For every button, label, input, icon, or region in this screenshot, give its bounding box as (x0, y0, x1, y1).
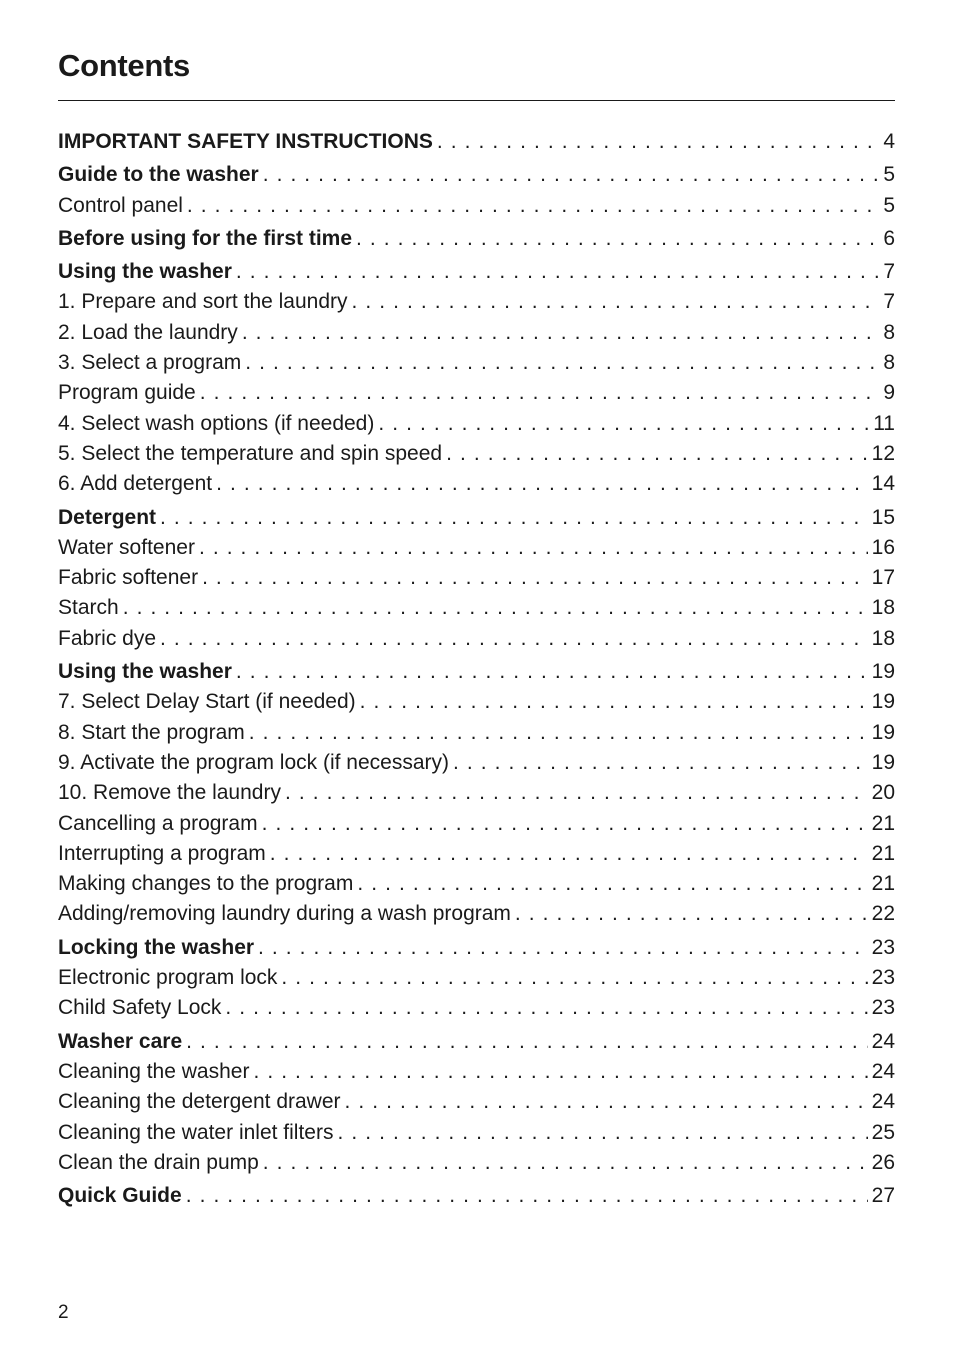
toc-entry-label: 7. Select Delay Start (if needed) (58, 690, 356, 714)
toc-section-heading[interactable] (58, 1181, 895, 1211)
toc-entry[interactable] (58, 993, 895, 1023)
dot-leader (446, 439, 868, 469)
toc-entry-label: Using the washer (58, 660, 232, 684)
toc-entry-label: Before using for the first time (58, 226, 353, 250)
toc-section-heading[interactable] (58, 1027, 895, 1057)
toc-entry-page: 18 (871, 596, 895, 620)
toc-entry-page: 4 (883, 130, 895, 153)
toc-entry[interactable] (58, 1087, 895, 1117)
toc-entry-label: Cleaning the detergent drawer (58, 1090, 341, 1114)
toc-entry-page: 21 (871, 872, 895, 896)
toc-entry-page: 23 (871, 935, 895, 959)
dot-leader (225, 993, 867, 1023)
toc-entry-label: Child Safety Lock (58, 996, 222, 1020)
toc-entry-label: 6. Add detergent (58, 472, 213, 496)
toc-entry-page: 19 (871, 750, 895, 774)
toc-entry-page: 17 (871, 566, 895, 590)
dot-leader (281, 963, 867, 993)
toc-entry-page: 5 (883, 163, 895, 187)
dot-leader (263, 1148, 868, 1178)
toc-entry-page: 8 (883, 351, 895, 375)
toc-entry-label: 8. Start the program (58, 720, 245, 744)
dot-leader (285, 778, 868, 808)
dot-leader (160, 503, 868, 533)
toc-entry-page: 12 (871, 441, 895, 465)
dot-leader (345, 1087, 868, 1117)
dot-leader (270, 839, 868, 869)
toc-entry-label: Using the washer (58, 260, 232, 284)
dot-leader (160, 624, 868, 654)
toc-entry-page: 26 (871, 1150, 895, 1174)
toc-entry[interactable] (58, 378, 895, 408)
toc-entry[interactable] (58, 839, 895, 869)
toc-entry-label: Water softener (58, 535, 195, 559)
toc-entry-label: 4. Select wash options (if needed) (58, 411, 375, 435)
toc-entry-page: 18 (871, 626, 895, 650)
toc-entry-label: Electronic program lock (58, 966, 278, 990)
toc-section-heading[interactable] (58, 933, 895, 963)
toc-entry-label: Control panel (58, 193, 183, 217)
toc-entry[interactable] (58, 899, 895, 929)
dot-leader (187, 191, 879, 221)
toc-entry[interactable] (58, 563, 895, 593)
toc-entry-label: Program guide (58, 381, 196, 405)
toc-section-heading[interactable] (58, 224, 895, 254)
toc-entry-page: 19 (871, 720, 895, 744)
toc-entry[interactable] (58, 348, 895, 378)
toc-entry-label: Fabric dye (58, 626, 157, 650)
toc-entry-label: Adding/removing laundry during a wash program (58, 902, 511, 926)
toc-entry[interactable] (58, 1118, 895, 1148)
toc-section-heading[interactable] (58, 127, 895, 157)
toc-entry-label: 10. Remove the laundry (58, 781, 281, 805)
page-title: Contents (58, 48, 190, 83)
dot-leader (258, 933, 868, 963)
toc-entry-page: 27 (871, 1184, 895, 1208)
dot-leader (337, 1118, 867, 1148)
toc-entry-label: Fabric softener (58, 566, 199, 590)
toc-entry-page: 16 (871, 535, 895, 559)
toc-entry-page: 24 (871, 1059, 895, 1083)
toc-entry-page: 9 (883, 381, 895, 405)
toc-entry[interactable] (58, 593, 895, 623)
toc-entry[interactable] (58, 1148, 895, 1178)
toc-entry[interactable] (58, 287, 895, 317)
toc-entry-label: Guide to the washer (58, 163, 259, 187)
toc-entry-label: Locking the washer (58, 935, 255, 959)
toc-entry-page: 21 (871, 841, 895, 865)
toc-entry-page: 20 (871, 781, 895, 805)
toc-entry-label: IMPORTANT SAFETY INSTRUCTIONS (58, 130, 433, 153)
page-number: 2 (58, 1302, 69, 1323)
toc-entry-label: Washer care (58, 1029, 183, 1053)
dot-leader (236, 257, 879, 287)
toc-entry-page: 8 (883, 320, 895, 344)
toc-entry-page: 15 (871, 505, 895, 529)
dot-leader (262, 809, 868, 839)
toc-section-heading[interactable] (58, 257, 895, 287)
toc-entry-page: 7 (883, 260, 895, 284)
toc-entry-page: 11 (873, 411, 895, 435)
dot-leader (253, 1057, 867, 1087)
dot-leader (378, 409, 869, 439)
dot-leader (199, 533, 868, 563)
toc-entry[interactable] (58, 624, 895, 654)
toc-entry-page: 23 (871, 996, 895, 1020)
dot-leader (263, 160, 880, 190)
toc-entry[interactable] (58, 1057, 895, 1087)
toc-entry[interactable] (58, 439, 895, 469)
toc-section-heading[interactable] (58, 657, 895, 687)
toc-entry-page: 22 (871, 902, 895, 926)
toc-entry-label: 2. Load the laundry (58, 320, 238, 344)
dot-leader (356, 224, 879, 254)
dot-leader (360, 687, 868, 717)
dot-leader (123, 593, 868, 623)
dot-leader (245, 348, 879, 378)
toc-entry-label: Quick Guide (58, 1184, 182, 1208)
toc-entry-label: Cleaning the water inlet filters (58, 1120, 334, 1144)
toc-entry-label: Making changes to the program (58, 872, 354, 896)
toc-entry-label: 1. Prepare and sort the laundry (58, 290, 348, 314)
dot-leader (249, 718, 868, 748)
toc-entry[interactable] (58, 809, 895, 839)
dot-leader (200, 378, 880, 408)
toc-entry[interactable] (58, 318, 895, 348)
title-divider (58, 100, 895, 101)
toc-entry-page: 23 (871, 966, 895, 990)
toc-entry-page: 5 (883, 193, 895, 217)
toc-entry[interactable] (58, 748, 895, 778)
toc-entry-page: 24 (871, 1090, 895, 1114)
toc-entry-label: Clean the drain pump (58, 1150, 259, 1174)
dot-leader (352, 287, 880, 317)
toc-entry[interactable] (58, 469, 895, 499)
dot-leader (242, 318, 880, 348)
toc-section-heading[interactable] (58, 160, 895, 190)
toc-entry-page: 21 (871, 811, 895, 835)
toc-entry-page: 19 (871, 690, 895, 714)
dot-leader (515, 899, 868, 929)
dot-leader (437, 127, 879, 157)
toc-entry-label: 9. Activate the program lock (if necessary) (58, 750, 449, 774)
toc-section-heading[interactable] (58, 503, 895, 533)
toc-entry[interactable] (58, 191, 895, 221)
toc-entry[interactable] (58, 533, 895, 563)
toc-entry[interactable] (58, 409, 895, 439)
dot-leader (186, 1181, 868, 1211)
table-of-contents (58, 124, 895, 1211)
dot-leader (186, 1027, 868, 1057)
toc-entry-label: Interrupting a program (58, 841, 266, 865)
toc-entry[interactable] (58, 963, 895, 993)
toc-entry[interactable] (58, 869, 895, 899)
toc-entry[interactable] (58, 778, 895, 808)
toc-entry-label: Starch (58, 596, 119, 620)
toc-entry-page: 14 (871, 472, 895, 496)
toc-entry-page: 6 (883, 226, 895, 250)
toc-entry-label: Detergent (58, 505, 157, 529)
toc-entry-label: Cleaning the washer (58, 1059, 250, 1083)
dot-leader (453, 748, 868, 778)
dot-leader (357, 869, 867, 899)
toc-entry-page: 7 (883, 290, 895, 314)
dot-leader (216, 469, 868, 499)
toc-entry[interactable] (58, 687, 895, 717)
toc-entry-label: Cancelling a program (58, 811, 258, 835)
toc-entry-label: 3. Select a program (58, 351, 242, 375)
toc-entry[interactable] (58, 718, 895, 748)
toc-entry-page: 25 (871, 1120, 895, 1144)
dot-leader (202, 563, 868, 593)
toc-entry-page: 24 (871, 1029, 895, 1053)
toc-entry-page: 19 (871, 660, 895, 684)
toc-entry-label: 5. Select the temperature and spin speed (58, 441, 443, 465)
dot-leader (236, 657, 868, 687)
